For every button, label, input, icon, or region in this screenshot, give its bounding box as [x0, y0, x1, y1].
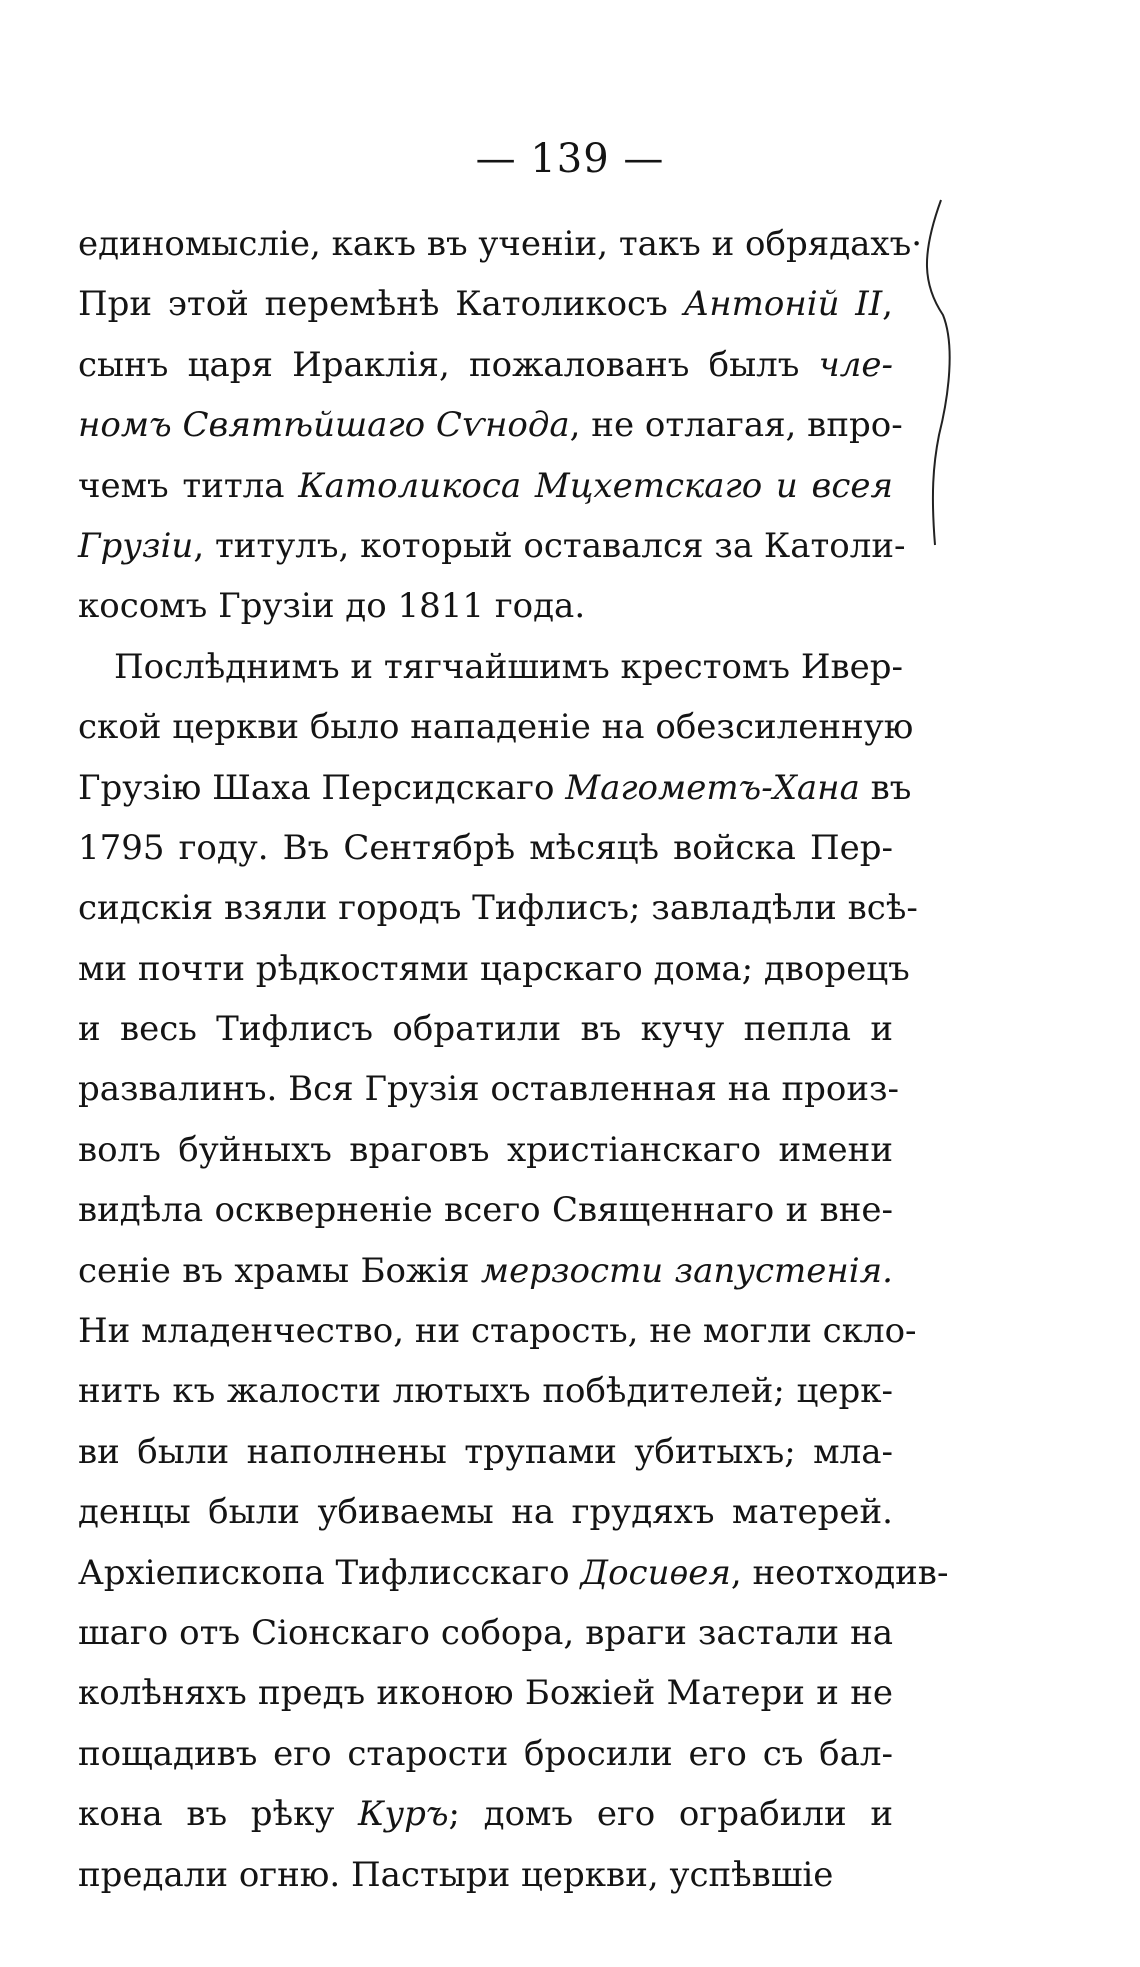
text-run: косомъ Грузіи до 1811 года.: [78, 586, 586, 627]
text-run: ; домъ его ограбили и: [448, 1794, 893, 1835]
text-run: ми почти рѣдкостями царскаго дома; дворецъ: [78, 948, 910, 989]
text-run: , титулъ, который оставался за Католи-: [193, 525, 906, 566]
text-line: [78, 456, 893, 516]
text-run: пощадивъ его старости бросили его съ бал-: [78, 1733, 893, 1774]
text-line: [78, 335, 893, 395]
text-run: ской церкви было нападеніе на обезсиленную: [78, 707, 914, 748]
italic-text: номъ Святѣйшаго Сѵнода: [78, 405, 570, 446]
text-line: [78, 1543, 949, 1603]
italic-text: Католикоса Мцхетскаго и всея: [298, 465, 893, 506]
text-line: [78, 999, 893, 1059]
page-number: — 139 —: [475, 136, 665, 182]
text-run: развалинъ. Вся Грузія оставленная на произ-: [78, 1069, 900, 1110]
text-line: [78, 1180, 893, 1240]
text-line: [78, 516, 906, 576]
text-run: въ: [859, 767, 912, 808]
page-text: [78, 214, 949, 1905]
text-run: нить къ жалости лютыхъ побѣдителей; церк-: [78, 1371, 893, 1412]
text-run: денцы были убиваемы на грудяхъ матерей.: [78, 1492, 893, 1533]
italic-text: Досиѳея: [580, 1552, 731, 1593]
text-run: шаго отъ Сіонскаго собора, враги застали на: [78, 1612, 893, 1653]
text-run: Архіепископа Тифлисскаго: [78, 1552, 581, 1593]
text-run: единомысліе, какъ въ ученіи, такъ и обрядахъ·: [78, 224, 923, 264]
text-line: [78, 1422, 893, 1482]
text-run: , не отлагая, впро-: [569, 405, 903, 446]
text-run: колѣняхъ предъ иконою Божіей Матери и не: [78, 1673, 893, 1714]
text-run: , неотходив-: [730, 1552, 949, 1593]
text-line: [78, 758, 912, 818]
text-line: [78, 1120, 893, 1180]
text-line: [78, 274, 893, 334]
text-run: предали огню. Пастыри церкви, успѣвшіе: [78, 1854, 834, 1895]
text-line: [78, 1301, 917, 1361]
italic-text: Магометъ-Хана: [565, 767, 860, 808]
text-line: [78, 637, 904, 697]
italic-text: Антоній II: [683, 284, 883, 325]
text-line: [78, 576, 893, 636]
italic-text: Грузіи: [78, 525, 194, 566]
italic-text: мерзости запустенія.: [480, 1250, 893, 1291]
text-line: [78, 1361, 893, 1421]
italic-text: чле-: [818, 344, 893, 385]
text-run: ,: [882, 284, 893, 325]
text-line: [78, 697, 914, 757]
text-line: [78, 1724, 893, 1784]
text-line: [78, 214, 923, 274]
text-run: Грузію Шаха Персидскаго: [78, 767, 566, 808]
text-run: ви были наполнены трупами убитыхъ; мла-: [78, 1431, 893, 1472]
text-run: 1795 году. Въ Сентябрѣ мѣсяцѣ войска Пер-: [78, 827, 893, 868]
text-line: [78, 1845, 893, 1905]
text-line: [78, 1059, 900, 1119]
text-run: чемъ титла: [78, 465, 299, 506]
text-line: [78, 818, 893, 878]
text-run: сынъ царя Ираклія, пожалованъ былъ: [78, 344, 819, 385]
text-line: [78, 939, 910, 999]
text-line: [78, 1482, 893, 1542]
text-line: [78, 878, 918, 938]
text-line: [78, 1241, 893, 1301]
text-run: Послѣднимъ и тягчайшимъ крестомъ Ивер-: [114, 646, 904, 687]
text-run: Ни младенчество, ни старость, не могли скло-: [78, 1311, 917, 1352]
text-run: кона въ рѣку: [78, 1794, 359, 1835]
text-line: [78, 1603, 893, 1663]
text-run: При этой перемѣнѣ Католикосъ: [78, 284, 684, 325]
italic-text: Куръ: [358, 1794, 449, 1835]
text-line: [78, 1663, 893, 1723]
text-run: и весь Тифлисъ обратили въ кучу пепла и: [78, 1009, 893, 1050]
text-run: волъ буйныхъ враговъ христіанскаго имени: [78, 1129, 893, 1170]
text-line: [78, 1784, 893, 1844]
text-run: сеніе въ храмы Божія: [78, 1250, 481, 1291]
text-line: [78, 395, 903, 455]
text-run: видѣла оскверненіе всего Священнаго и вне-: [78, 1190, 893, 1231]
text-run: сидскія взяли городъ Тифлисъ; завладѣли всѣ-: [78, 888, 918, 929]
